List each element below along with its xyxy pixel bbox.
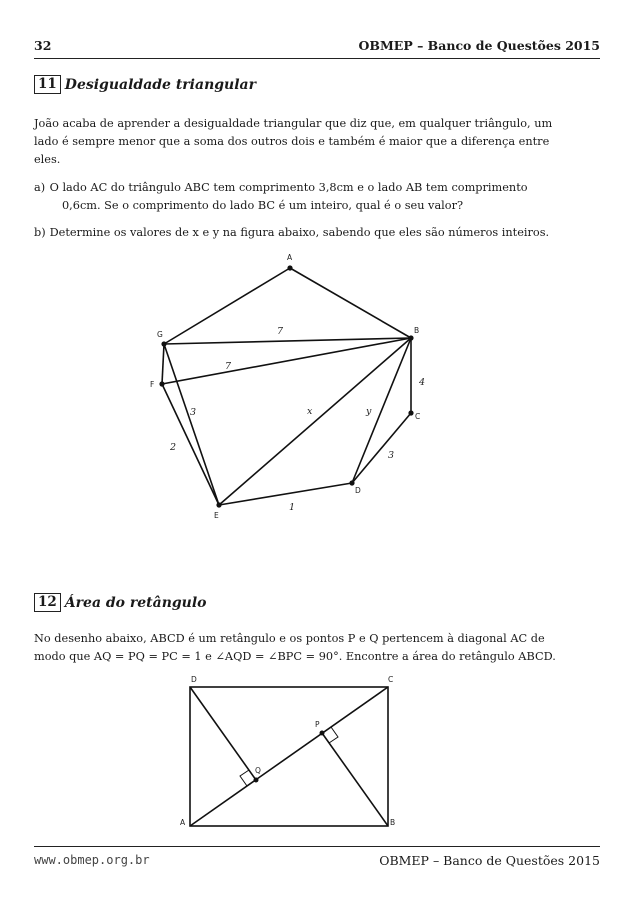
item-b-line-1: Determine os valores de x e y na figura abaixo, sabendo que eles são números inteiros.: [49, 226, 550, 239]
problem-12-title: Área do retângulo: [64, 594, 207, 611]
intro-line-2: lado é sempre menor que a soma dos outros dois e também é maior que a diferença entre: [34, 135, 550, 148]
problem-12-number: 12: [34, 593, 61, 612]
footer-title: OBMEP – Banco de Questões 2015: [379, 853, 600, 868]
label-rect-q: Q: [255, 766, 261, 775]
label-b: B: [414, 326, 420, 335]
item-a-line-1: O lado AC do triângulo ABC tem comprimento 3,8cm e o lado AB tem comprimento: [49, 181, 528, 194]
right-angle-q: [240, 770, 249, 786]
label-rect-d: D: [191, 675, 197, 684]
label-rect-a: A: [180, 818, 186, 827]
problem-11-number: 11: [34, 75, 61, 94]
length-y: y: [366, 406, 372, 417]
label-a: A: [287, 253, 293, 262]
diagonal-ac: [190, 687, 388, 826]
length-de: 1: [289, 502, 296, 513]
label-d: D: [355, 486, 361, 495]
length-x: x: [307, 406, 313, 417]
length-gb: 7: [277, 326, 284, 337]
problem-12-line-1: No desenho abaixo, ABCD é um retângulo e os pontos P e Q pertencem à diagonal AC de: [34, 632, 545, 645]
item-a-label: a): [34, 181, 46, 194]
problem-12-line-2: modo que AQ = PQ = PC = 1 e ∠AQD = ∠BPC = 90°. Encontre a área do retângulo ABCD.: [34, 650, 556, 663]
length-bc: 4: [419, 377, 426, 388]
intro-line-1: João acaba de aprender a desigualdade triangular que diz que, em qualquer triângulo, um: [34, 117, 553, 130]
length-fb: 7: [225, 361, 232, 372]
label-f: F: [150, 380, 155, 389]
problem-11-title: Desigualdade triangular: [64, 76, 256, 93]
item-b-label: b): [34, 226, 46, 239]
footer-rule: [34, 846, 600, 847]
length-ge: 3: [190, 407, 197, 418]
label-e: E: [214, 511, 219, 520]
point-p: [320, 731, 325, 736]
length-cd: 3: [388, 450, 395, 461]
length-fe: 2: [170, 442, 177, 453]
footer-url[interactable]: www.obmep.org.br: [34, 853, 150, 867]
right-angle-p: [329, 727, 338, 743]
running-header: OBMEP – Banco de Questões 2015: [358, 38, 600, 53]
page-number: 32: [34, 38, 52, 53]
point-q: [254, 778, 259, 783]
label-g: G: [157, 330, 163, 339]
intro-line-3: eles.: [34, 153, 61, 166]
segment-dq: [190, 687, 256, 780]
segment-bp: [322, 733, 388, 826]
label-c: C: [415, 412, 421, 421]
item-a-line-2: 0,6cm. Se o comprimento do lado BC é um inteiro, qual é o seu valor?: [62, 199, 464, 212]
label-rect-p: P: [315, 720, 320, 729]
label-rect-c: C: [388, 675, 394, 684]
label-rect-b: B: [390, 818, 396, 827]
